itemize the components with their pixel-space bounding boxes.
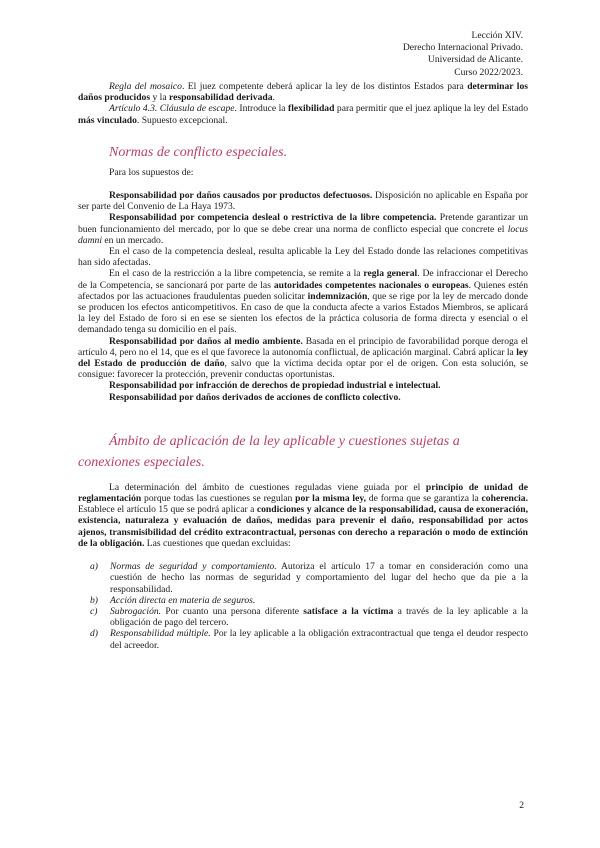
list-item xyxy=(78,561,528,595)
page-header xyxy=(303,30,523,79)
list-item xyxy=(78,606,528,628)
bold-run: condiciones y alcance de la responsabilidad, causa de exoneración, existencia, naturaleza y evaluación de daños, medidas para prevenir el daño, responsabilidad por actos ajenos, transmisibilidad del crédito extracontractual, personas con derecho a reparación o modo de extinción de la obligación. xyxy=(78,504,529,549)
section-heading-special-rules: Normas de conflicto especiales. xyxy=(109,144,288,160)
text-run: . De infraccionar el Derecho de la Competencia, se sancionará por parte de las xyxy=(78,268,528,291)
bold-run: principio de unidad de reglamentación xyxy=(78,481,529,505)
bold-run: por la misma ley, xyxy=(295,493,367,505)
text-run: a través de la ley aplicable a la obligación de pago del tercero. xyxy=(110,605,528,629)
text-run: Establece el artículo 15 que se podrá aplicar a xyxy=(78,504,257,516)
bold-run: determinar los daños producidos xyxy=(78,81,528,104)
bold-run: coherencia. xyxy=(481,493,528,505)
italic-run: Responsabilidad múltiple. xyxy=(110,628,211,640)
heading-line: conexiones especiales. xyxy=(78,454,205,470)
paragraph-defective-products xyxy=(78,190,528,212)
bold-run: ley del Estado de producción de daño xyxy=(78,346,528,370)
text-run: , que se rige por la ley de mercado donde se producen los efectos anticompetitivos. En caso de que la conducta afecte a varios Estados Miembros, se aplicará la ley del Estado de foro si en ese se sienten los efectos de la práctica colusoria de forma directa y esencial o el demandado tenga su domicilio en el país. xyxy=(78,290,528,336)
text-run: Por cuanto una persona diferente xyxy=(161,605,304,617)
text-run: . El juez competente deberá aplicar la ley de los distintos Estados para xyxy=(181,81,468,92)
section-heading-scope xyxy=(78,431,528,473)
bold-run: Responsabilidad por infracción de derechos de propiedad industrial e intelectual. xyxy=(109,380,441,392)
paragraph-restriction-competition xyxy=(78,268,528,335)
paragraph-collective-conflict xyxy=(78,392,528,403)
bold-run: Responsabilidad por daños al medio ambiente. xyxy=(109,335,303,347)
bold-run: regla general xyxy=(363,268,418,280)
text-run: en un mercado. xyxy=(101,234,164,246)
bold-run: Responsabilidad por daños causados por productos defectuosos. xyxy=(109,190,373,202)
text-run: . xyxy=(272,92,275,104)
text-run: Pretende garantizar un buen funcionamiento del mercado, por lo que se debe crear una norma de conflicto especial que concrete el xyxy=(78,212,529,235)
paragraph-escape-clause xyxy=(78,103,528,125)
list-marker: a) xyxy=(90,561,98,573)
text-run: y la xyxy=(150,92,169,104)
text-run: . Supuesto excepcional. xyxy=(136,114,228,126)
term-escape-clause: Artículo 4.3. Cláusula de escape xyxy=(109,103,235,115)
list-marker: c) xyxy=(90,605,98,617)
header-line-university: Universidad de Alicante. xyxy=(427,54,523,66)
italic-run: Acción directa en materia de seguros. xyxy=(110,594,256,606)
text-run: Las cuestiones que quedan excluidas: xyxy=(144,537,291,549)
paragraph-lead: Para los supuestos de: xyxy=(109,166,194,178)
text-run: Basada en el principio de favorabilidad porque deroga el artículo 4, pero no el 14, que es el que favorece la autonomía conflictual, de aplicación marginal. Cabrá aplicar la xyxy=(78,335,528,358)
header-line-course: Curso 2022/2023. xyxy=(454,66,523,78)
bold-run: indemnización xyxy=(307,290,368,302)
text-run: Disposición no aplicable en España por ser parte del Convenio de La Haya 1973. xyxy=(78,190,528,213)
list-item xyxy=(78,628,528,650)
bold-run: satisface a la víctima xyxy=(303,605,394,617)
paragraph-unfair-competition xyxy=(78,212,528,246)
text-run: , salvo que la víctima decida optar por el de origen. Con esta solución, se consigue: favorecer la protección, prevenir conductas oportunistas. xyxy=(78,358,528,381)
paragraph-mosaic-rule xyxy=(78,81,528,103)
excluded-list xyxy=(78,561,528,651)
italic-run: Subrogación. xyxy=(110,605,162,617)
bold-run: más vinculado xyxy=(78,114,137,126)
italic-run: Normas de seguridad y comportamiento. xyxy=(110,561,277,573)
text-run: de forma que se garantiza la xyxy=(366,493,482,505)
italic-run: locus damni xyxy=(78,223,528,246)
list-item xyxy=(78,595,528,606)
bold-run: flexibilidad xyxy=(288,103,335,115)
text-run: En el caso de la restricción a la libre competencia, se remite a la xyxy=(109,268,364,280)
text-run: . Quienes estén afectados por las actuaciones fraudulentas pueden solicitar xyxy=(78,279,528,302)
bold-run: Responsabilidad por competencia desleal o restrictiva de la libre competencia. xyxy=(109,212,437,224)
text-run: La determinación del ámbito de cuestiones reguladas viene guiada por el xyxy=(109,481,426,493)
list-marker: b) xyxy=(90,594,98,606)
paragraph-ip-rights xyxy=(78,380,528,391)
text-run: . Introduce la xyxy=(234,103,289,115)
text-run: porque todas las cuestiones se regulan xyxy=(141,493,296,505)
header-line-subject: Derecho Internacional Privado. xyxy=(402,42,523,54)
text-run: Por la ley aplicable a la obligación extracontractual que tenga el deudor respecto del acreedor. xyxy=(110,628,528,651)
list-marker: d) xyxy=(90,628,98,640)
paragraph-scope xyxy=(78,482,528,549)
text-run: Autoriza el artículo 17 a tomar en consideración como una cuestión de hecho las normas de seguridad y comportamiento del lugar del hecho que da pie a la responsabilidad. xyxy=(110,561,528,595)
text-run: para permitir que el juez aplique la ley del Estado xyxy=(334,103,529,115)
bold-run: autoridades competentes nacionales o europeas xyxy=(273,279,469,291)
header-line-lesson: Lección XIV. xyxy=(471,30,523,41)
term-mosaic-rule: Regla del mosaico xyxy=(109,81,182,92)
page-number: 2 xyxy=(519,800,524,811)
paragraph-unfair-competition-law: En el caso de la competencia desleal, resulta aplicable la Ley del Estado donde las relaciones competitivas han sido afectadas. xyxy=(78,246,528,269)
heading-line: Ámbito de aplicación de la ley aplicable y cuestiones sujetas a xyxy=(109,433,460,449)
document-body xyxy=(78,81,528,651)
bold-run: Responsabilidad por daños derivados de acciones de conflicto colectivo. xyxy=(109,391,401,403)
bold-run: responsabilidad derivada xyxy=(169,92,273,104)
paragraph-environment xyxy=(78,336,528,381)
